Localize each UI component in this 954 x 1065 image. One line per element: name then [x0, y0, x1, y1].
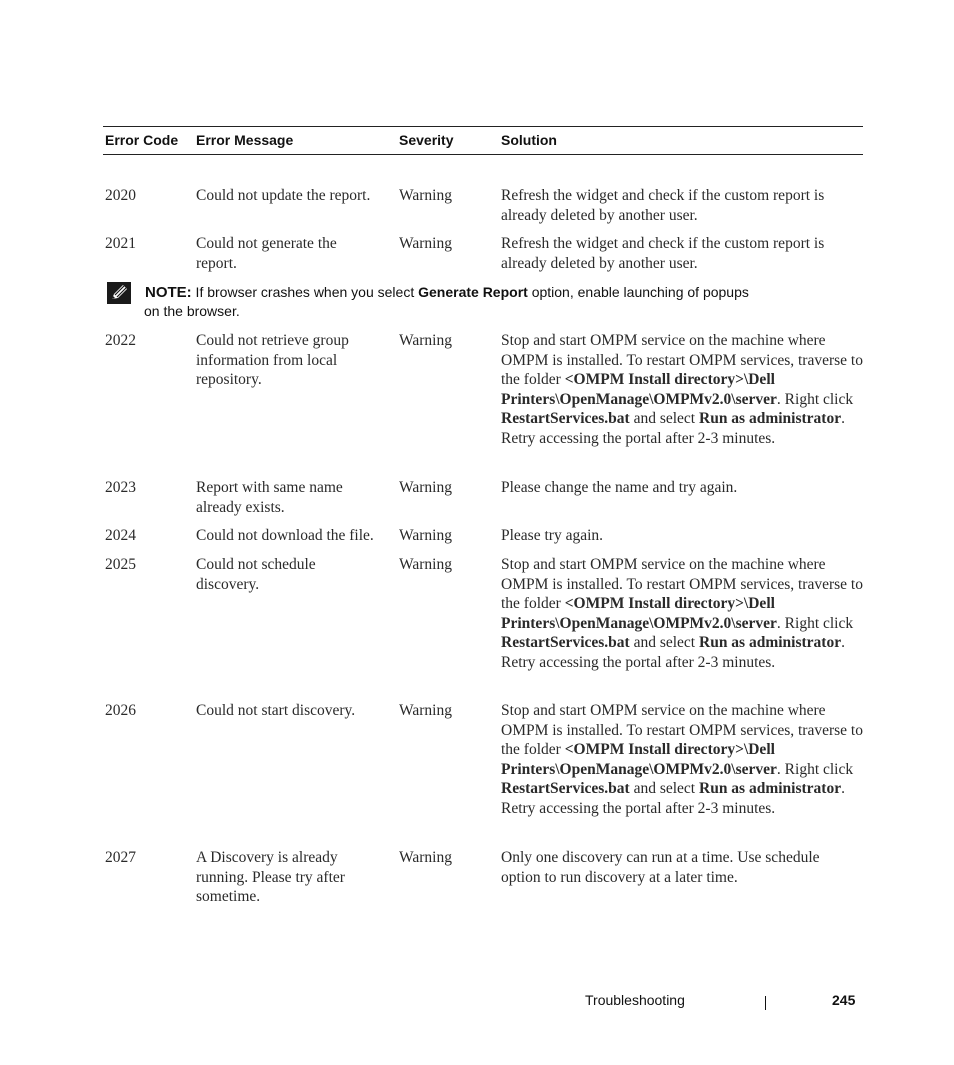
file-name: RestartServices.bat: [501, 634, 630, 652]
folder-path: <OMPM Install directory>\Dell Printers\OpenManage\OMPMv2.0\server: [501, 595, 777, 632]
solution-text: . Retry accessing the portal after 2-3 minutes.: [501, 410, 845, 447]
note-text-line2: on the browser.: [144, 303, 240, 319]
footer-divider: [765, 996, 766, 1010]
error-code: 2023: [105, 479, 136, 496]
solution-text: and select: [629, 780, 699, 798]
solution: Please change the name and try again.: [501, 479, 738, 496]
file-name: RestartServices.bat: [501, 780, 630, 798]
menu-option: Run as administrator: [699, 780, 842, 798]
menu-option: Run as administrator: [699, 634, 842, 652]
note-bold-text: Generate Report: [418, 284, 528, 300]
note-pencil-icon: [107, 282, 131, 304]
solution-text: . Retry accessing the portal after 2-3 minutes.: [501, 634, 845, 671]
folder-path: <OMPM Install directory>\Dell Printers\OpenManage\OMPMv2.0\server: [501, 741, 777, 778]
error-code: 2021: [105, 235, 136, 252]
folder-path: <OMPM Install directory>\Dell Printers\OpenManage\OMPMv2.0\server: [501, 371, 777, 408]
solution-text: and select: [629, 410, 699, 428]
error-message: Could not download the file.: [196, 527, 374, 544]
header-error-code: Error Code: [105, 132, 179, 148]
error-message: Could not schedule discovery.: [196, 556, 316, 593]
page-number: 245: [832, 992, 856, 1008]
error-message: Could not update the report.: [196, 187, 371, 204]
error-code: 2022: [105, 332, 136, 349]
error-message: Report with same name already exists.: [196, 479, 343, 516]
solution: [501, 555, 866, 673]
solution-text: . Right click: [776, 614, 854, 632]
file-name: RestartServices.bat: [501, 410, 630, 428]
solution-text: Stop and start OMPM service on the machine where OMPM is installed. To restart OMPM services, traverse to the folder: [501, 332, 863, 389]
note-label: NOTE:: [145, 284, 192, 301]
error-message: A Discovery is already running. Please try after sometime.: [196, 849, 345, 906]
solution-text: Stop and start OMPM service on the machine where OMPM is installed. To restart OMPM services, traverse to the folder: [501, 556, 863, 613]
severity: Warning: [399, 479, 452, 496]
solution: Refresh the widget and check if the custom report is already deleted by another user.: [501, 187, 825, 224]
solution: [501, 331, 866, 449]
severity: Warning: [399, 556, 452, 573]
table-header: [103, 126, 863, 155]
solution-text: . Right click: [776, 390, 854, 408]
error-message: Could not generate the report.: [196, 235, 337, 272]
error-code: 2027: [105, 849, 136, 866]
menu-option: Run as administrator: [699, 410, 842, 428]
solution-text: . Retry accessing the portal after 2-3 minutes.: [501, 780, 845, 817]
error-code: 2025: [105, 556, 136, 573]
error-code: 2020: [105, 187, 136, 204]
solution-text: and select: [629, 634, 699, 652]
solution-text: . Right click: [776, 760, 854, 778]
header-solution: Solution: [501, 132, 557, 148]
solution: Only one discovery can run at a time. Use schedule option to run discovery at a later time.: [501, 849, 820, 886]
header-severity: Severity: [399, 132, 454, 148]
error-code: 2024: [105, 527, 136, 544]
solution: [501, 701, 866, 819]
solution-text: Stop and start OMPM service on the machine where OMPM is installed. To restart OMPM services, traverse to the folder: [501, 702, 863, 759]
note-text: option, enable launching of popups: [527, 284, 749, 300]
error-message: Could not retrieve group information from local repository.: [196, 332, 349, 389]
error-message: Could not start discovery.: [196, 702, 356, 719]
note-text: If browser crashes when you select: [191, 284, 419, 300]
severity: Warning: [399, 849, 452, 866]
severity: Warning: [399, 702, 452, 719]
severity: Warning: [399, 527, 452, 544]
solution: Refresh the widget and check if the custom report is already deleted by another user.: [501, 235, 825, 272]
severity: Warning: [399, 187, 452, 204]
header-error-message: Error Message: [196, 132, 294, 148]
severity: Warning: [399, 235, 452, 252]
footer-section-title: Troubleshooting: [585, 992, 685, 1008]
solution: Please try again.: [501, 527, 604, 544]
severity: Warning: [399, 332, 452, 349]
error-code: 2026: [105, 702, 136, 719]
